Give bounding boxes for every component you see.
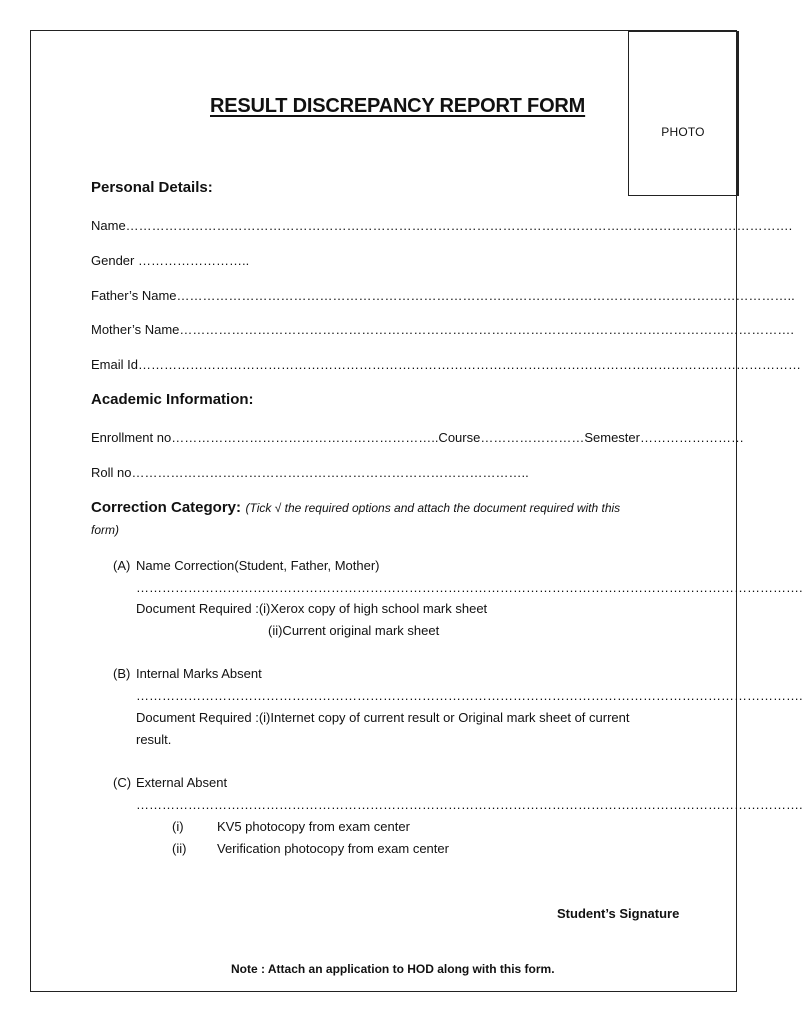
name-field: Name………………………………………………………………………………………………………………………………………. (91, 218, 793, 233)
photo-label: PHOTO (661, 125, 705, 139)
option-c-item-text: KV5 photocopy from exam center (217, 819, 410, 834)
form-title: RESULT DISCREPANCY REPORT FORM (210, 95, 586, 117)
option-c-item-num: (i) (172, 819, 184, 834)
option-b-doc-2: result. (136, 732, 172, 747)
option-c-label: (C) (113, 775, 132, 790)
option-c-title: External Absent (136, 775, 228, 790)
option-a-label: (A) (113, 558, 131, 573)
correction-category-heading: Correction Category: (91, 499, 242, 516)
roll-no-field: Roll no……………………………………………………………………………….. (91, 465, 529, 480)
correction-instruction-cont: form) (91, 523, 119, 537)
option-a-doc-1: Document Required :(i)Xerox copy of high school mark sheet (136, 601, 488, 616)
email-field: Email Id……………………………………………………………………………………………………………………………………… (91, 357, 801, 372)
option-c-item-text: Verification photocopy from exam center (217, 841, 449, 856)
option-a-dots: ………………………………………………………………………………………………………………………………………. (136, 580, 803, 595)
academic-info-heading: Academic Information: (91, 391, 254, 408)
enrollment-field: Enrollment no……………………………………………………..Course……………………Semester…………………… (91, 430, 744, 445)
option-a-doc-2: (ii)Current original mark sheet (268, 623, 440, 638)
option-c-item-num: (ii) (172, 841, 187, 856)
gender-field: Gender …………………….. (91, 253, 250, 268)
father-name-field: Father’s Name…………………………………………………………………………………………………………………………….. (91, 288, 795, 303)
option-c-dots: ………………………………………………………………………………………………………………………………………. (136, 797, 803, 812)
personal-details-heading: Personal Details: (91, 179, 213, 196)
correction-category-line (91, 499, 620, 517)
footer-note: Note : Attach an application to HOD along with this form. (231, 962, 555, 976)
option-a-title: Name Correction(Student, Father, Mother) (136, 558, 380, 573)
option-b-title: Internal Marks Absent (136, 666, 262, 681)
option-b-dots: ………………………………………………………………………………………………………………………………………. (136, 688, 803, 703)
correction-instruction: (Tick √ the required options and attach the document required with this (245, 501, 621, 515)
option-b-label: (B) (113, 666, 131, 681)
option-b-doc-1: Document Required :(i)Internet copy of current result or Original mark sheet of current (136, 710, 630, 725)
photo-box (628, 31, 739, 196)
student-signature-label: Student’s Signature (557, 906, 680, 921)
mother-name-field: Mother’s Name……………………………………………………………………………………………………………………………. (91, 322, 794, 337)
